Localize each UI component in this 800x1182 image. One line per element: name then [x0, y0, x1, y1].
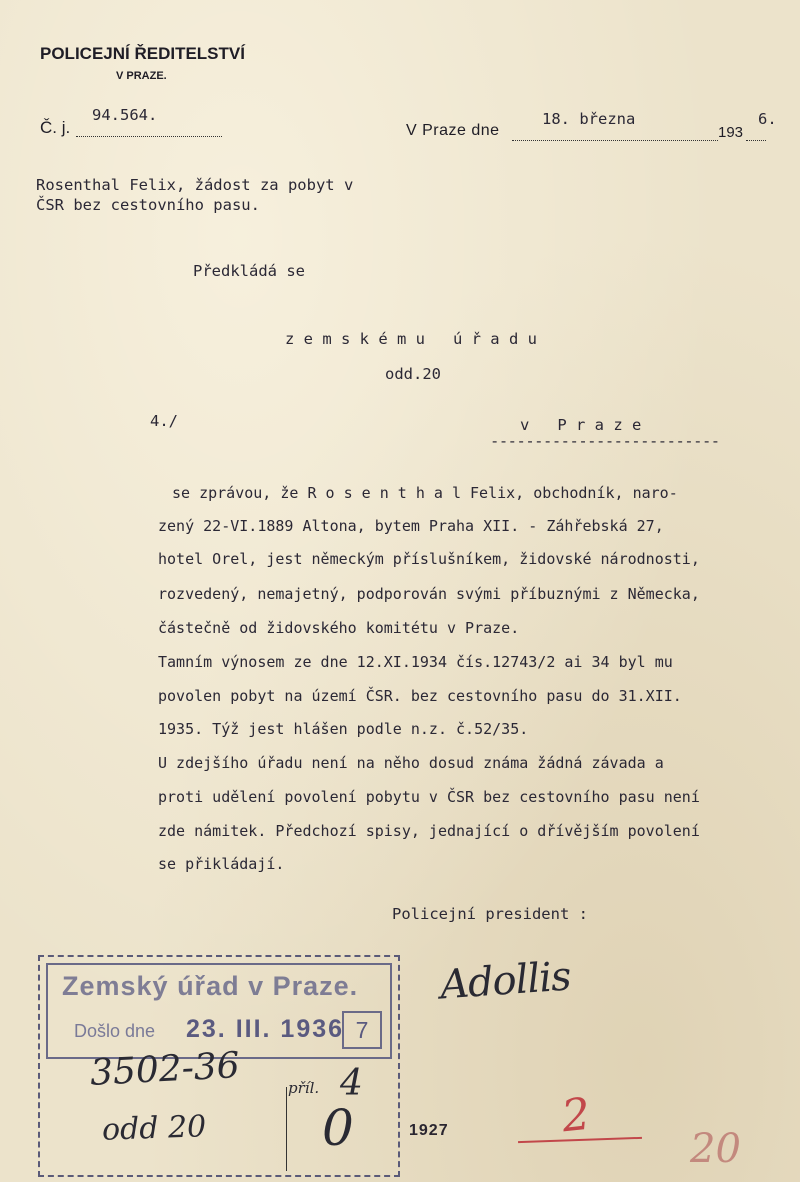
body-line: Tamním výnosem ze dne 12.XI.1934 čís.12743/2 ai 34 byl mu	[158, 653, 673, 671]
body-line: hotel Orel, jest německým příslušníkem, židovské národnosti,	[158, 550, 700, 568]
body-line: povolen pobyt na území ČSR. bez cestovního pasu do 31.XII.	[158, 687, 682, 705]
stamp-header-box	[46, 963, 392, 1059]
subject-line-1: Rosenthal Felix, žádost za pobyt v	[36, 176, 354, 194]
enclosure-label: příl.	[288, 1079, 320, 1097]
stamp-box-number: 7	[342, 1011, 382, 1049]
recipient-office: z e m s k é m u ú ř a d u	[285, 330, 537, 348]
body-line: rozvedený, nemajetný, podporován svými příbuznými z Německa,	[158, 585, 700, 603]
reference-label: Č. j.	[40, 118, 71, 137]
stamp-office: Zemský úřad v Praze.	[62, 971, 359, 1001]
recipient-department: odd.20	[385, 365, 441, 383]
place-label: V Praze dne	[406, 122, 500, 139]
stamp-received-label: Došlo dne	[74, 1021, 156, 1041]
document-date: 18. března	[542, 110, 636, 128]
enclosure-number: 4	[340, 1063, 363, 1104]
year-suffix: 6.	[758, 110, 777, 128]
body-line: zený 22-VI.1889 Altona, bytem Praha XII. - Záhřebská 27,	[158, 517, 664, 535]
submission-intro: Předkládá se	[193, 262, 305, 280]
body-line: částečně od židovského komitétu v Praze.	[158, 619, 520, 637]
department-note: odd 20	[101, 1109, 207, 1148]
authority-city: V PRAZE.	[116, 70, 167, 82]
body-line: 1935. Týž jest hlášen podle n.z. č.52/35.	[158, 720, 529, 738]
body-line: proti udělení povolení pobytu v ČSR bez cestovního pasu není	[158, 788, 700, 806]
body-line: se zprávou, že R o s e n t h a l Felix, obchodník, naro-	[172, 484, 678, 502]
received-stamp	[38, 955, 400, 1177]
handwritten-signature: Adollis	[438, 953, 572, 1009]
stamp-divider	[286, 1087, 287, 1171]
body-line: se přikládají.	[158, 855, 285, 873]
printed-number: 1927	[409, 1122, 449, 1139]
stamp-received-date: 23. III. 1936	[186, 1015, 345, 1043]
signatory-title: Policejní president :	[392, 905, 588, 923]
year-line	[746, 140, 766, 141]
recipient-city: v P r a z e	[520, 416, 642, 434]
year-prefix: 193	[718, 124, 744, 141]
pencil-mark: 20	[690, 1126, 741, 1172]
body-line: zde námitek. Předchozí spisy, jednající o dřívějším povolení	[158, 822, 700, 840]
reference-line	[76, 136, 222, 137]
authority-name: POLICEJNÍ ŘEDITELSTVÍ	[40, 44, 245, 63]
city-underline: --------------------------	[490, 432, 720, 450]
enclosure-count: 4./	[150, 412, 178, 430]
subject-line-2: ČSR bez cestovního pasu.	[36, 196, 260, 214]
date-line	[512, 140, 718, 141]
file-number: 3502-36	[89, 1045, 241, 1094]
body-line: U zdejšího úřadu není na něho dosud známa žádná závada a	[158, 754, 664, 772]
volume-mark: 0	[322, 1099, 354, 1157]
red-mark: 2	[559, 1088, 593, 1143]
reference-number: 94.564.	[92, 106, 158, 124]
